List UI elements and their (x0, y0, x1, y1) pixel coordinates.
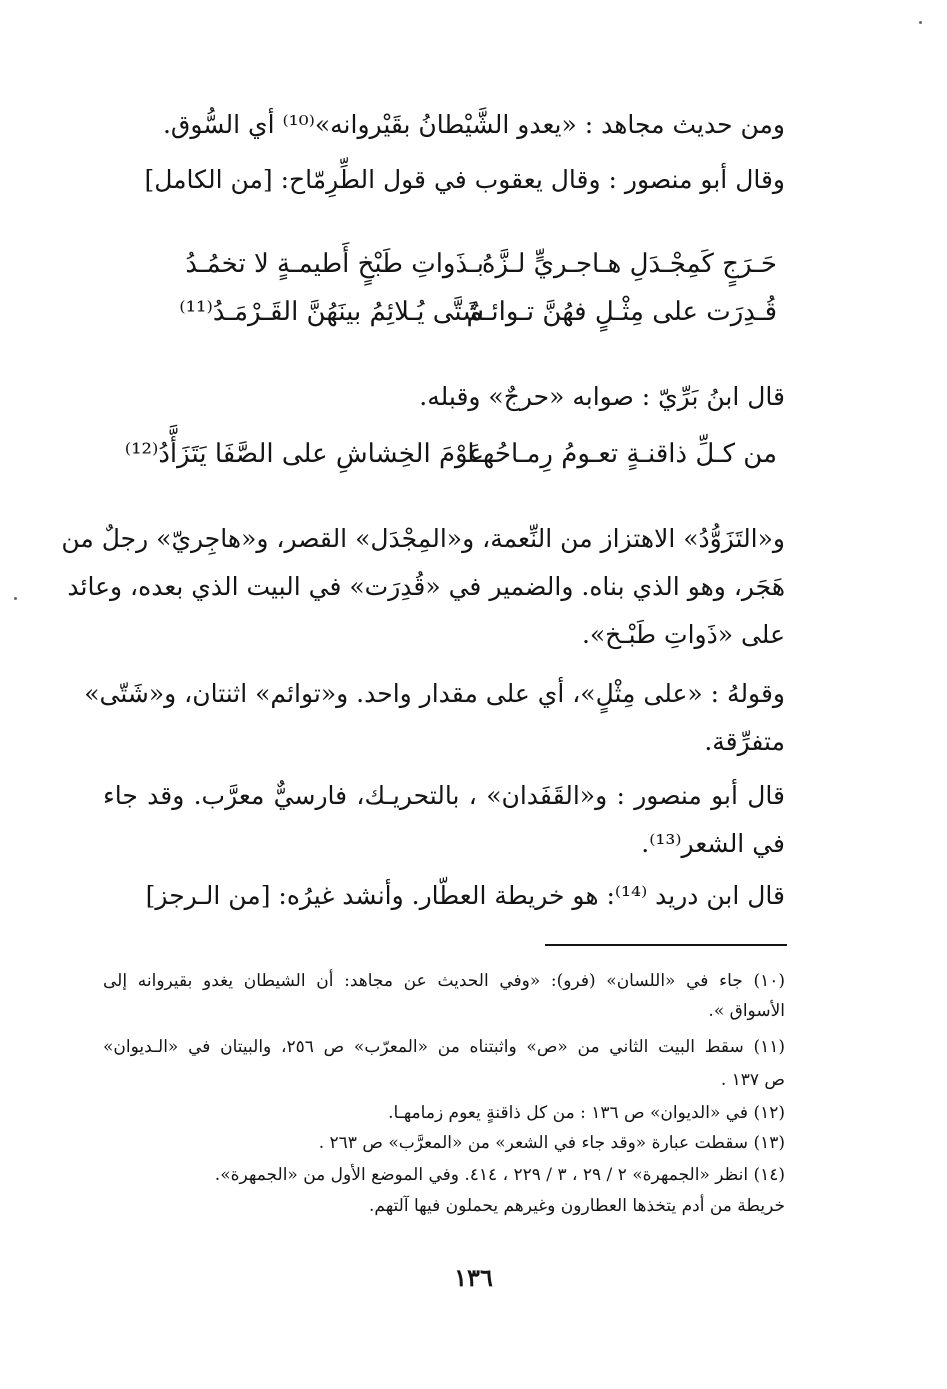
verse-2-first-hemistich: قُـدِرَت على مِثْـلٍ فهُنَّ تـوائـمٌ (466, 297, 777, 327)
scan-speck (14, 597, 17, 600)
paragraph-line: قال أبو منصور : و«القَفَدان» ، بالتحريـك، فارسيٌّ معرَّب. وقد جاء (103, 781, 785, 810)
text-line: وقال أبو منصور : وقال يعقوب في قول الطِّرِمّاح: [من الكامل] (144, 165, 785, 194)
footnote-14-cont: خريطة من أدم يتخذها العطارون وغيرهم يحملون فيها آلتهم. (369, 1196, 785, 1216)
paragraph-line: على «ذَواتِ طَبْـخ». (581, 620, 785, 649)
footnote-14: (١٤) انظر «الجمهرة» ٢ / ٢٩ ، ٣ / ٢٢٩ ، ٤١٤. وفي الموضع الأول من «الجمهرة». (214, 1165, 785, 1185)
footnote-12: (١٢) في «الديوان» ص ١٣٦ : من كل ذاقنةٍ يعوم زمامهـا. (388, 1103, 785, 1123)
footnote-13: (١٣) سقطت عبارة «وقد جاء في الشعر» من «المعرَّب» ص ٢٦٣ . (318, 1133, 785, 1153)
text-line: قال ابنُ بَرِّيّ : صوابه «حرجٌ» وقبله. (419, 382, 785, 411)
verse-3-first-hemistich: من كـلِّ ذاقنـةٍ تعـومُ رِمـاحُهـا (467, 439, 777, 469)
verse-1-first-hemistich: حَـرَجٍ كَمِجْـدَلِ هـاجـريٍّ لـزَّهُ (481, 249, 777, 279)
paragraph-line: قال ابن دريد ⁽¹⁴⁾: هو خريطة العطّار. وأنشد غيرُه: [من الـرجز] (145, 881, 785, 910)
paragraph-line: في الشعر⁽¹³⁾. (641, 829, 785, 858)
page-number: ١٣٦ (454, 1263, 493, 1292)
footnote-10-cont: الأسواق ». (708, 1001, 785, 1021)
verse-3-second-hemistich: عَوْمَ الخِشاشِ على الصَّفَا يَتَزَأَّدُ⁽¹²⁾ (124, 439, 484, 469)
paragraph-line: و«التَزَوُّدُ» الاهتزاز من النِّعمة، و«المِجْدَل» القصر، و«هاجِريّ» رجلٌ من (61, 524, 785, 553)
paragraph-line: وقولهُ : «على مِثْلٍ»، أي على مقدار واحد. و«توائم» اثنتان، و«شَتّى» (84, 679, 785, 708)
footnote-10: (١٠) جاء في «اللسان» (فرو): «وفي الحديث عن مجاهد: أن الشيطان يغدو بقيروانه إلى (103, 971, 785, 991)
paragraph-line: هَجَر، وهو الذي بناه. والضمير في «قُدِرَت» في البيت الذي بعده، وعائد (67, 572, 785, 601)
footnote-11-cont: ص ١٣٧ . (720, 1070, 785, 1090)
verse-1-second-hemistich: بـذَواتِ طَبْخٍ أَطيمـةٍ لا تخمُـدُ (185, 249, 484, 279)
verse-2-second-hemistich: شَتَّى يُـلائِمُ بينَهُنَّ القَـرْمَـدُ⁽¹¹⁾ (179, 297, 484, 327)
paragraph-line: متفرِّقة. (704, 727, 785, 756)
scan-speck (919, 21, 922, 24)
footnote-11: (١١) سقط البيت الثاني من «ص» واثبتناه من «المعرّب» ص ٢٥٦، والبيتان في «الـديوان» (103, 1037, 785, 1057)
text-line: ومن حديث مجاهد : «يعدو الشَّيْطانُ بقَيْروانه»⁽¹⁰⁾ أي السُّوق. (162, 110, 785, 139)
footnote-divider (545, 944, 787, 946)
